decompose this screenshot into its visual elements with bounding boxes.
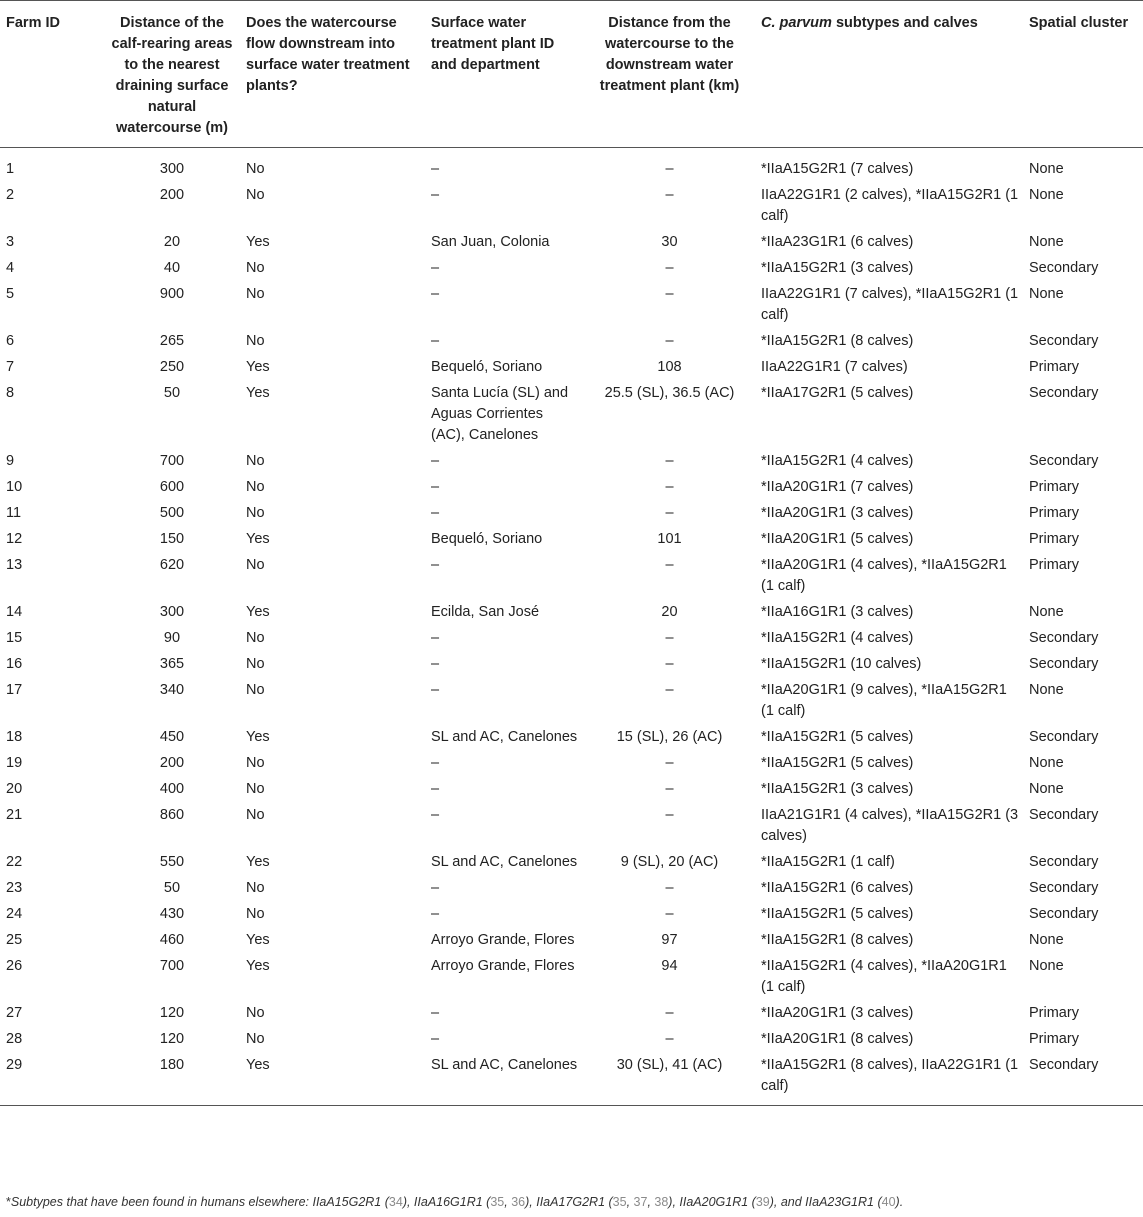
table-row <box>0 776 1143 802</box>
cell-farm-id: 1 <box>6 161 15 177</box>
cell-distance-to-watercourse: 400 <box>159 781 185 797</box>
cell-treatment-plant-id: – <box>431 161 440 177</box>
cell-farm-id: 26 <box>6 958 23 974</box>
citation-ref[interactable]: 39 <box>755 1195 770 1209</box>
table-row <box>0 901 1143 927</box>
footnote-text: ). <box>895 1195 904 1209</box>
cell-farm-id: 6 <box>6 333 15 349</box>
cell-distance-to-plant: – <box>665 755 674 771</box>
cell-subtypes-and-calves: *IIaA20G1R1 (5 calves) <box>761 531 914 547</box>
cell-distance-to-plant: 94 <box>661 958 678 974</box>
table-row <box>0 802 1143 849</box>
header-row <box>0 1 1143 148</box>
cell-spatial-cluster: Secondary <box>1029 656 1099 672</box>
cell-farm-id: 8 <box>6 385 15 401</box>
cell-farm-id: 28 <box>6 1031 23 1047</box>
cell-distance-to-plant: 101 <box>657 531 682 547</box>
cell-subtypes-and-calves: *IIaA15G2R1 (8 calves), IIaA22G1R1 (1 calf) <box>757 1052 1025 1106</box>
cell-flows-to-treatment-plant: No <box>246 1005 265 1021</box>
cell-distance-to-watercourse: 500 <box>159 505 185 521</box>
cell-flows-to-treatment-plant: Yes <box>246 854 270 870</box>
cell-subtypes-and-calves: *IIaA20G1R1 (7 calves) <box>761 479 914 495</box>
table-row <box>0 148 1143 183</box>
cell-farm-id: 4 <box>6 260 15 276</box>
cell-spatial-cluster: Primary <box>1029 479 1079 495</box>
cell-distance-to-watercourse: 430 <box>159 906 185 922</box>
table-row <box>0 500 1143 526</box>
cell-farm-id: 11 <box>6 505 22 521</box>
cell-spatial-cluster: None <box>1029 604 1064 620</box>
cell-distance-to-plant: 30 <box>661 234 678 250</box>
cell-spatial-cluster: Primary <box>1029 505 1079 521</box>
cell-treatment-plant-id: – <box>431 333 440 349</box>
cell-farm-id: 23 <box>6 880 23 896</box>
cell-farm-id: 27 <box>6 1005 23 1021</box>
cell-distance-to-plant: – <box>665 682 674 698</box>
header-distance-to-plant: Distance from the watercourse to the downstream water treatment plant (km) <box>582 1 757 148</box>
table-row <box>0 724 1143 750</box>
cell-distance-to-watercourse: 120 <box>159 1005 185 1021</box>
table-row <box>0 474 1143 500</box>
cell-distance-to-watercourse: 450 <box>159 729 185 745</box>
cell-farm-id: 19 <box>6 755 23 771</box>
cell-flows-to-treatment-plant: No <box>246 161 265 177</box>
table-row <box>0 1026 1143 1052</box>
cell-treatment-plant-id: SL and AC, Canelones <box>431 854 578 870</box>
cell-distance-to-plant: – <box>665 187 674 203</box>
cell-distance-to-watercourse: 700 <box>159 453 185 469</box>
footnote-text: , <box>647 1195 655 1209</box>
cell-subtypes-and-calves: *IIaA15G2R1 (5 calves) <box>761 906 914 922</box>
table-row <box>0 953 1143 1000</box>
header-farm-id: Farm ID <box>0 1 102 148</box>
cell-distance-to-plant: – <box>665 479 674 495</box>
cell-treatment-plant-id: – <box>431 781 440 797</box>
cell-farm-id: 5 <box>6 286 15 302</box>
cell-treatment-plant-id: San Juan, Colonia <box>431 234 550 250</box>
footnote-text: , <box>626 1195 634 1209</box>
cell-subtypes-and-calves: *IIaA15G2R1 (3 calves) <box>761 260 914 276</box>
cell-distance-to-plant: 9 (SL), 20 (AC) <box>620 854 719 870</box>
cell-treatment-plant-id: – <box>431 755 440 771</box>
cell-distance-to-watercourse: 200 <box>159 755 185 771</box>
cell-distance-to-watercourse: 550 <box>159 854 185 870</box>
cell-spatial-cluster: None <box>1029 286 1064 302</box>
cell-treatment-plant-id: – <box>431 260 440 276</box>
cell-subtypes-and-calves: *IIaA20G1R1 (9 calves), *IIaA15G2R1 (1 calf) <box>761 682 1007 719</box>
table-body <box>0 148 1143 1106</box>
table-row <box>0 927 1143 953</box>
cell-subtypes-and-calves: *IIaA15G2R1 (4 calves) <box>761 630 914 646</box>
cell-subtypes-and-calves: *IIaA23G1R1 (6 calves) <box>761 234 914 250</box>
cell-farm-id: 12 <box>6 531 23 547</box>
table-row <box>0 552 1143 599</box>
cell-flows-to-treatment-plant: No <box>246 1031 265 1047</box>
citation-ref[interactable]: 40 <box>881 1195 896 1209</box>
cell-spatial-cluster: None <box>1029 781 1064 797</box>
cell-treatment-plant-id: Arroyo Grande, Flores <box>431 932 575 948</box>
cell-distance-to-plant: 97 <box>661 932 678 948</box>
cell-flows-to-treatment-plant: Yes <box>246 531 270 547</box>
footnote-text: ), IIaA17G2R1 ( <box>525 1195 613 1209</box>
table-row <box>0 182 1143 229</box>
cell-treatment-plant-id: – <box>431 286 440 302</box>
table-row <box>0 229 1143 255</box>
cell-distance-to-plant: 108 <box>657 359 682 375</box>
table-row <box>0 1000 1143 1026</box>
cell-spatial-cluster: Secondary <box>1029 260 1099 276</box>
cell-flows-to-treatment-plant: Yes <box>246 932 270 948</box>
cell-spatial-cluster: Secondary <box>1029 906 1099 922</box>
cell-treatment-plant-id: – <box>431 906 440 922</box>
footnote-text: ), IIaA16G1R1 ( <box>402 1195 491 1209</box>
cell-subtypes-and-calves: *IIaA15G2R1 (5 calves) <box>761 729 914 745</box>
cell-distance-to-watercourse: 20 <box>163 234 181 250</box>
footnote-text: ), and IIaA23G1R1 ( <box>769 1195 882 1209</box>
cell-spatial-cluster: Secondary <box>1029 854 1099 870</box>
cell-subtypes-and-calves: *IIaA16G1R1 (3 calves) <box>761 604 914 620</box>
table-row <box>0 354 1143 380</box>
cell-distance-to-plant: – <box>665 1005 674 1021</box>
cell-farm-id: 24 <box>6 906 23 922</box>
citation-ref[interactable]: 35 <box>612 1195 627 1209</box>
citation-ref[interactable]: 37 <box>633 1195 648 1209</box>
cell-distance-to-plant: – <box>665 333 674 349</box>
cell-flows-to-treatment-plant: Yes <box>246 958 270 974</box>
cell-flows-to-treatment-plant: No <box>246 333 265 349</box>
cell-flows-to-treatment-plant: No <box>246 682 265 698</box>
cell-treatment-plant-id: Santa Lucía (SL) and Aguas Corrientes (AC), Canelones <box>431 385 569 443</box>
header-treatment-plant-id: Surface water treatment plant ID and department <box>427 1 582 148</box>
cell-flows-to-treatment-plant: No <box>246 479 265 495</box>
cell-distance-to-watercourse: 40 <box>163 260 181 276</box>
cell-farm-id: 15 <box>6 630 23 646</box>
cell-spatial-cluster: None <box>1029 755 1064 771</box>
cell-distance-to-plant: – <box>665 557 674 573</box>
cell-treatment-plant-id: – <box>431 1031 440 1047</box>
cell-distance-to-plant: – <box>665 1031 674 1047</box>
cell-flows-to-treatment-plant: No <box>246 453 265 469</box>
cell-distance-to-watercourse: 620 <box>159 557 185 573</box>
cell-farm-id: 25 <box>6 932 23 948</box>
footnote-text: Subtypes that have been found in humans elsewhere: IIaA15G2R1 ( <box>10 1195 389 1209</box>
cell-treatment-plant-id: – <box>431 807 440 823</box>
header-spatial-cluster: Spatial cluster <box>1025 1 1143 148</box>
cell-farm-id: 13 <box>6 557 23 573</box>
cell-subtypes-and-calves: *IIaA15G2R1 (5 calves) <box>761 755 914 771</box>
cell-subtypes-and-calves: *IIaA15G2R1 (3 calves) <box>761 781 914 797</box>
cell-distance-to-plant: – <box>665 880 674 896</box>
table-row <box>0 625 1143 651</box>
citation-ref[interactable]: 38 <box>654 1195 669 1209</box>
header-distance-to-watercourse: Distance of the calf-rearing areas to the nearest draining surface natural watercourse (m) <box>102 1 242 148</box>
cell-flows-to-treatment-plant: Yes <box>242 1052 427 1106</box>
table-row <box>0 328 1143 354</box>
footnote-text: , <box>504 1195 512 1209</box>
cell-spatial-cluster: Primary <box>1029 1031 1079 1047</box>
cell-distance-to-watercourse: 340 <box>159 682 185 698</box>
cell-distance-to-plant: – <box>665 161 674 177</box>
cell-distance-to-plant: – <box>665 260 674 276</box>
table-row <box>0 750 1143 776</box>
footnote-text: * <box>6 1195 11 1209</box>
cell-flows-to-treatment-plant: No <box>246 880 265 896</box>
cell-spatial-cluster: Primary <box>1029 557 1079 573</box>
table-row <box>0 677 1143 724</box>
cell-farm-id: 16 <box>6 656 23 672</box>
cell-distance-to-watercourse: 50 <box>163 385 181 401</box>
cell-treatment-plant-id: – <box>431 187 440 203</box>
cell-distance-to-watercourse: 600 <box>159 479 185 495</box>
cell-flows-to-treatment-plant: Yes <box>246 234 270 250</box>
cell-distance-to-plant: – <box>665 656 674 672</box>
cell-spatial-cluster: None <box>1029 161 1064 177</box>
cell-treatment-plant-id: SL and AC, Canelones <box>431 729 578 745</box>
cell-spatial-cluster: Secondary <box>1029 333 1099 349</box>
cell-flows-to-treatment-plant: No <box>246 187 265 203</box>
cell-subtypes-and-calves: *IIaA15G2R1 (10 calves) <box>761 656 922 672</box>
cell-distance-to-watercourse: 150 <box>159 531 185 547</box>
cell-farm-id: 7 <box>6 359 15 375</box>
cell-treatment-plant-id: SL and AC, Canelones <box>427 1052 582 1106</box>
cell-flows-to-treatment-plant: No <box>246 656 265 672</box>
cell-subtypes-and-calves: *IIaA20G1R1 (3 calves) <box>761 1005 914 1021</box>
cell-treatment-plant-id: – <box>431 557 440 573</box>
table-footnote <box>6 1194 1136 1210</box>
cell-treatment-plant-id: – <box>431 479 440 495</box>
table-row <box>0 448 1143 474</box>
table-row <box>0 1052 1143 1106</box>
cell-distance-to-watercourse: 265 <box>159 333 185 349</box>
cell-subtypes-and-calves: *IIaA20G1R1 (8 calves) <box>761 1031 914 1047</box>
cell-subtypes-and-calves: *IIaA15G2R1 (7 calves) <box>761 161 914 177</box>
cell-distance-to-plant: – <box>665 630 674 646</box>
citation-ref[interactable]: 34 <box>388 1195 403 1209</box>
cell-spatial-cluster: Secondary <box>1029 453 1099 469</box>
cell-subtypes-and-calves: *IIaA15G2R1 (4 calves), *IIaA20G1R1 (1 calf) <box>761 958 1007 995</box>
cell-distance-to-plant: 25.5 (SL), 36.5 (AC) <box>604 385 735 401</box>
table-header <box>0 1 1143 148</box>
cell-distance-to-plant: 20 <box>661 604 678 620</box>
cell-spatial-cluster: Secondary <box>1029 729 1099 745</box>
cell-flows-to-treatment-plant: No <box>246 505 265 521</box>
cell-spatial-cluster: Primary <box>1029 531 1079 547</box>
cell-flows-to-treatment-plant: Yes <box>246 385 270 401</box>
cell-farm-id: 17 <box>6 682 23 698</box>
cell-treatment-plant-id: Bequeló, Soriano <box>431 359 543 375</box>
header-label: subtypes and calves <box>831 15 978 31</box>
cell-treatment-plant-id: – <box>431 453 440 469</box>
header-species-name: C. parvum <box>761 15 832 31</box>
citation-ref[interactable]: 36 <box>511 1195 526 1209</box>
cell-distance-to-plant: – <box>665 906 674 922</box>
cell-treatment-plant-id: – <box>431 630 440 646</box>
cell-spatial-cluster: Secondary <box>1029 807 1099 823</box>
cell-distance-to-watercourse: 50 <box>163 880 181 896</box>
cell-spatial-cluster: None <box>1029 932 1064 948</box>
cell-distance-to-plant: – <box>665 505 674 521</box>
cell-treatment-plant-id: Ecilda, San José <box>431 604 540 620</box>
cell-farm-id: 3 <box>6 234 15 250</box>
cell-treatment-plant-id: Bequeló, Soriano <box>431 531 543 547</box>
cell-subtypes-and-calves: IIaA22G1R1 (7 calves), *IIaA15G2R1 (1 calf) <box>761 286 1019 323</box>
cell-distance-to-plant: – <box>665 781 674 797</box>
table-row <box>0 380 1143 448</box>
cell-flows-to-treatment-plant: No <box>246 630 265 646</box>
cell-distance-to-watercourse: 460 <box>159 932 185 948</box>
cell-distance-to-watercourse: 900 <box>159 286 185 302</box>
cell-distance-to-watercourse: 300 <box>159 604 185 620</box>
cell-farm-id: 29 <box>0 1052 102 1106</box>
citation-ref[interactable]: 35 <box>490 1195 505 1209</box>
cell-subtypes-and-calves: *IIaA15G2R1 (1 calf) <box>761 854 895 870</box>
cell-flows-to-treatment-plant: No <box>246 781 265 797</box>
cell-flows-to-treatment-plant: No <box>246 557 265 573</box>
cell-distance-to-watercourse: 180 <box>102 1052 242 1106</box>
cell-spatial-cluster: None <box>1029 958 1064 974</box>
cell-flows-to-treatment-plant: Yes <box>246 359 270 375</box>
cell-subtypes-and-calves: *IIaA17G2R1 (5 calves) <box>761 385 914 401</box>
table-row <box>0 255 1143 281</box>
cell-distance-to-plant: 30 (SL), 41 (AC) <box>582 1052 757 1106</box>
cell-subtypes-and-calves: IIaA22G1R1 (7 calves) <box>761 359 908 375</box>
table-row <box>0 651 1143 677</box>
cell-farm-id: 9 <box>6 453 15 469</box>
table-row <box>0 526 1143 552</box>
footnote-text: ), IIaA20G1R1 ( <box>668 1195 756 1209</box>
cell-spatial-cluster: Secondary <box>1029 385 1099 401</box>
cell-farm-id: 2 <box>6 187 15 203</box>
cell-flows-to-treatment-plant: Yes <box>246 729 270 745</box>
cell-spatial-cluster: Secondary <box>1025 1052 1143 1106</box>
cell-treatment-plant-id: – <box>431 656 440 672</box>
cell-spatial-cluster: None <box>1029 682 1064 698</box>
cell-distance-to-watercourse: 200 <box>159 187 185 203</box>
cell-farm-id: 14 <box>6 604 23 620</box>
cell-spatial-cluster: Primary <box>1029 1005 1079 1021</box>
table-row <box>0 281 1143 328</box>
cell-treatment-plant-id: – <box>431 880 440 896</box>
cell-farm-id: 20 <box>6 781 23 797</box>
cell-subtypes-and-calves: *IIaA15G2R1 (4 calves) <box>761 453 914 469</box>
cell-distance-to-plant: 15 (SL), 26 (AC) <box>616 729 723 745</box>
table-row <box>0 599 1143 625</box>
table-row <box>0 849 1143 875</box>
cell-distance-to-watercourse: 700 <box>159 958 185 974</box>
cell-treatment-plant-id: – <box>431 682 440 698</box>
cell-farm-id: 21 <box>6 807 23 823</box>
cell-treatment-plant-id: Arroyo Grande, Flores <box>431 958 575 974</box>
cell-spatial-cluster: Secondary <box>1029 630 1099 646</box>
cell-flows-to-treatment-plant: No <box>246 807 265 823</box>
header-subtypes-and-calves <box>757 1 1025 148</box>
cell-distance-to-watercourse: 860 <box>159 807 185 823</box>
cell-flows-to-treatment-plant: No <box>246 286 265 302</box>
cell-flows-to-treatment-plant: No <box>246 260 265 276</box>
cell-distance-to-watercourse: 250 <box>159 359 185 375</box>
cell-distance-to-plant: – <box>665 286 674 302</box>
cell-subtypes-and-calves: *IIaA20G1R1 (3 calves) <box>761 505 914 521</box>
cell-farm-id: 18 <box>6 729 23 745</box>
cell-treatment-plant-id: – <box>431 505 440 521</box>
cell-farm-id: 22 <box>6 854 23 870</box>
cell-distance-to-watercourse: 300 <box>159 161 185 177</box>
header-flows-to-treatment-plant: Does the watercourse flow downstream into surface water treatment plants? <box>242 1 427 148</box>
cell-subtypes-and-calves: IIaA22G1R1 (2 calves), *IIaA15G2R1 (1 calf) <box>761 187 1019 224</box>
cell-distance-to-watercourse: 120 <box>159 1031 185 1047</box>
cell-distance-to-watercourse: 90 <box>163 630 181 646</box>
cell-subtypes-and-calves: *IIaA15G2R1 (8 calves) <box>761 932 914 948</box>
cell-spatial-cluster: Primary <box>1029 359 1079 375</box>
cell-subtypes-and-calves: IIaA21G1R1 (4 calves), *IIaA15G2R1 (3 calves) <box>761 807 1019 844</box>
cell-distance-to-plant: – <box>665 807 674 823</box>
cell-spatial-cluster: None <box>1029 187 1064 203</box>
cell-flows-to-treatment-plant: Yes <box>246 604 270 620</box>
cell-distance-to-watercourse: 365 <box>159 656 185 672</box>
cell-subtypes-and-calves: *IIaA15G2R1 (6 calves) <box>761 880 914 896</box>
cell-subtypes-and-calves: *IIaA15G2R1 (8 calves) <box>761 333 914 349</box>
cell-spatial-cluster: None <box>1029 234 1064 250</box>
table-row <box>0 875 1143 901</box>
cell-distance-to-plant: – <box>665 453 674 469</box>
cell-treatment-plant-id: – <box>431 1005 440 1021</box>
cell-flows-to-treatment-plant: No <box>246 906 265 922</box>
cell-flows-to-treatment-plant: No <box>246 755 265 771</box>
cell-spatial-cluster: Secondary <box>1029 880 1099 896</box>
cell-farm-id: 10 <box>6 479 23 495</box>
cell-subtypes-and-calves: *IIaA20G1R1 (4 calves), *IIaA15G2R1 (1 calf) <box>761 557 1007 594</box>
